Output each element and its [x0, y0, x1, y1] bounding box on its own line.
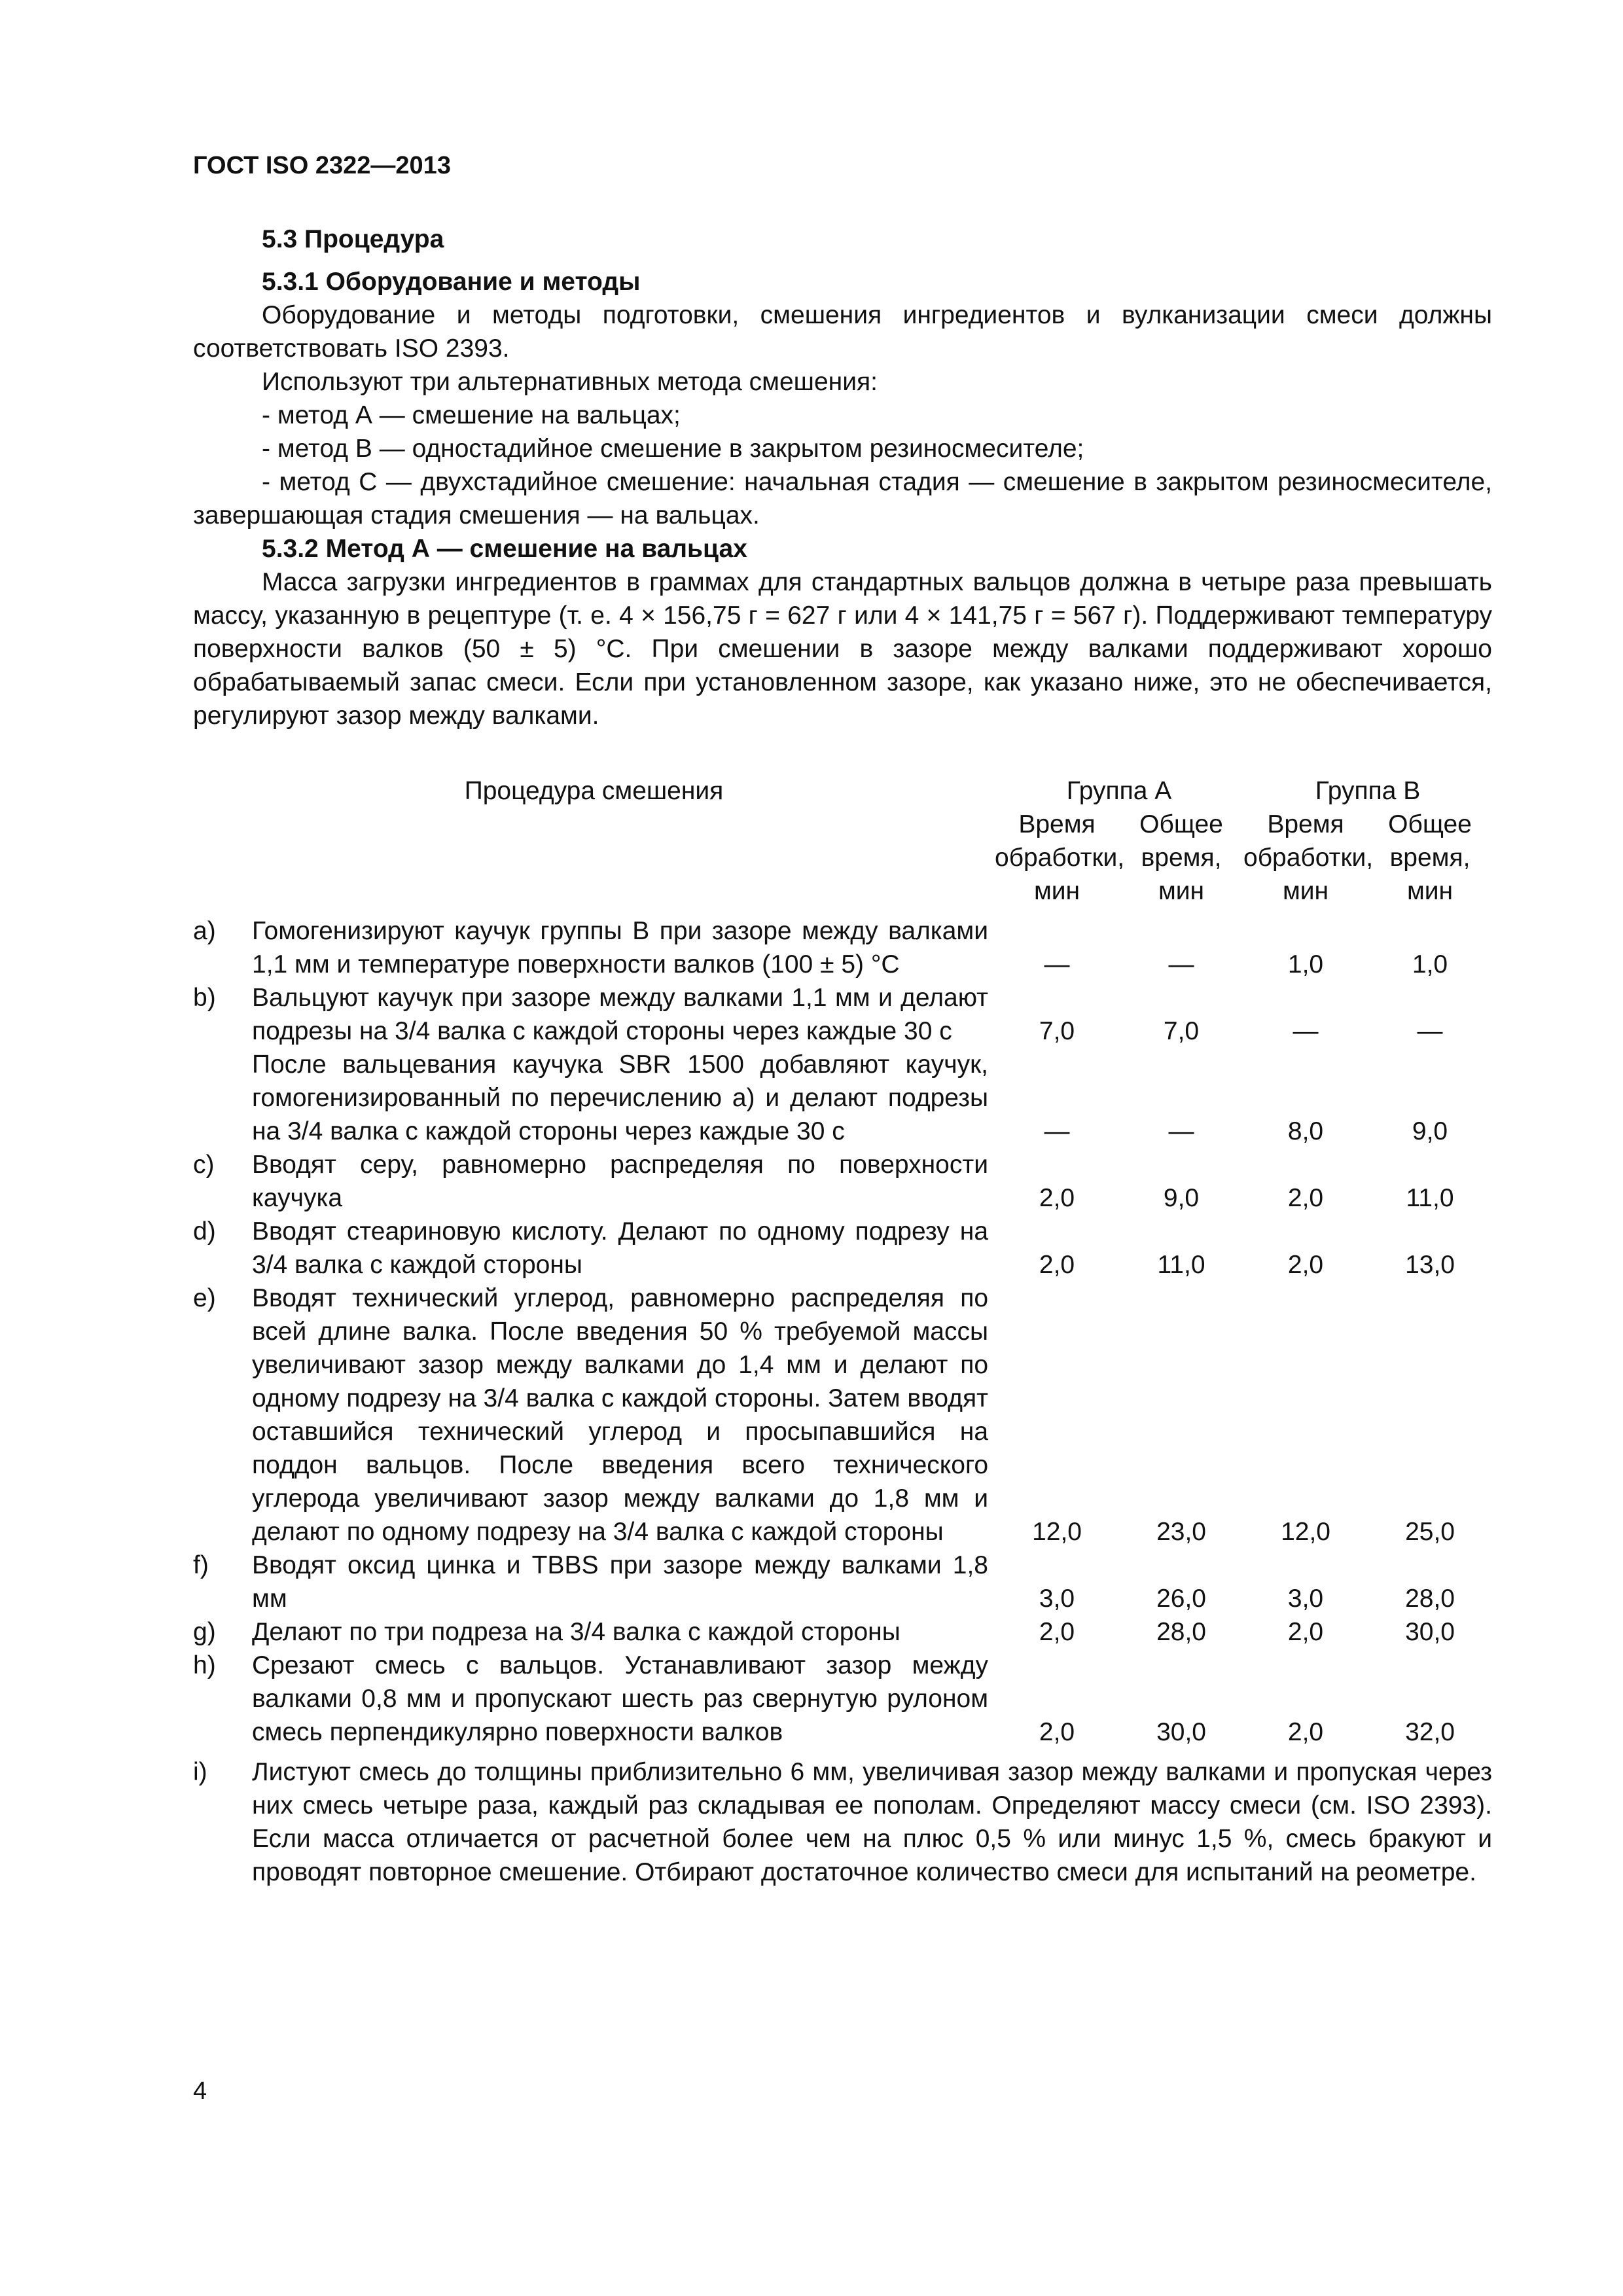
group-b-time-cell: 2,0: [1287, 1718, 1324, 1746]
document-code: ГОСТ ISO 2322—2013: [193, 152, 451, 179]
group-b-time-cell: 12,0: [1281, 1518, 1330, 1546]
group-b-time-cell: 2,0: [1287, 1184, 1324, 1212]
step-letter: d): [193, 1217, 216, 1246]
group-b-time-cell: —: [1293, 1017, 1319, 1045]
step-text: Вводят технический углерод, равномерно распределяя по всей длине валка. После введения 50 % требуемой массы увеличивают зазор между валками до 1,4 мм и делают по одному подрезу на 3/4 валка с каждой стороны. Затем вводят оставшийся технический углерод и просыпавшийся на поддон вальцов. После введения всего технического углерода увеличивают зазор между валками до 1,8 мм и делают по одному подрезу на 3/4 валка с каждой стороны: [252, 1284, 989, 1546]
step-text: Вводят стеариновую кислоту. Делают по одному подрезу на 3/4 валка с каждой стороны: [252, 1217, 989, 1279]
table-row: [193, 1048, 1492, 1148]
group-a-total-cell: —: [1168, 950, 1194, 978]
list-item: - метод С — двухстадийное смешение: начальная стадия — смешение в закрытом резиносмесителе, завершающая стадия смешения — на вальцах.: [193, 468, 1492, 529]
step-text: Вальцуют каучук при зазоре между валками 1,1 мм и делают подрезы на 3/4 валка с каждой стороны через каждые 30 с: [252, 984, 989, 1045]
group-a-time-cell: 7,0: [1039, 1017, 1075, 1045]
group-b-time-cell: 2,0: [1287, 1618, 1324, 1646]
group-a-time-cell: 2,0: [1039, 1618, 1075, 1646]
group-b-time-cell: 1,0: [1287, 950, 1324, 978]
final-step: [193, 1755, 1492, 1889]
group-b-time-cell: 2,0: [1287, 1251, 1324, 1279]
subheader-time: Время обработки, мин: [1243, 810, 1374, 905]
paragraph: Масса загрузки ингредиентов в граммах для стандартных вальцов должна в четыре раза превышать массу, указанную в рецептуре (т. е. 4 × 156,75 г = 627 г или 4 × 141,75 г = 567 г). Поддерживают температуру поверхности валков (50 ± 5) °С. При смешении в зазоре между валками поддерживают хорошо обрабатываемый запас смеси. Если при установленном зазоре, как указано ниже, это не обеспечивается, регулируют зазор между валками.: [193, 568, 1492, 730]
step-text: Вводят серу, равномерно распределяя по поверхности каучука: [252, 1151, 989, 1212]
step-letter: a): [193, 917, 216, 945]
group-a-total-cell: —: [1168, 1117, 1194, 1145]
group-a-total-cell: 26,0: [1156, 1585, 1206, 1613]
group-a-time-cell: —: [1044, 950, 1070, 978]
group-b-total-cell: 9,0: [1412, 1117, 1448, 1145]
subsection-1-title: 5.3.1 Оборудование и методы: [262, 268, 641, 296]
step-text: Делают по три подреза на 3/4 валка с каждой стороны: [252, 1618, 901, 1646]
step-letter: [193, 1048, 252, 1148]
step-letter: b): [193, 984, 216, 1012]
group-a-time-cell: —: [1044, 1117, 1070, 1145]
step-text: После вальцевания каучука SBR 1500 добавляют каучук, гомогенизированный по перечислению a) и делают подрезы на 3/4 валка с каждой стороны через каждые 30 с: [252, 1050, 989, 1145]
step-text: Гомогенизируют каучук группы В при зазоре между валками 1,1 мм и температуре поверхности валков (100 ± 5) °С: [252, 917, 989, 978]
group-b-total-cell: 32,0: [1405, 1718, 1455, 1746]
column-header-procedure: Процедура смешения: [464, 777, 724, 805]
step-letter: i): [193, 1758, 207, 1786]
table-row: [193, 1549, 1492, 1615]
table-row: [193, 1615, 1492, 1649]
group-a-total-cell: 30,0: [1156, 1718, 1206, 1746]
step-text: Вводят оксид цинка и TBBS при зазоре между валками 1,8 мм: [252, 1551, 989, 1613]
group-b-total-cell: 11,0: [1406, 1184, 1454, 1212]
mixing-procedure-table: [193, 774, 1492, 1749]
page-content: [193, 223, 1492, 1889]
paragraph: Оборудование и методы подготовки, смешения ингредиентов и вулканизации смеси должны соответствовать ISO 2393.: [193, 301, 1492, 363]
group-b-total-cell: 25,0: [1405, 1518, 1455, 1546]
paragraph: Используют три альтернативных метода смешения:: [262, 368, 878, 396]
group-a-total-cell: 23,0: [1156, 1518, 1206, 1546]
group-a-total-cell: 28,0: [1156, 1618, 1206, 1646]
step-letter: f): [193, 1551, 209, 1579]
group-a-total-cell: 9,0: [1163, 1184, 1200, 1212]
group-a-time-cell: 2,0: [1039, 1184, 1075, 1212]
step-letter: e): [193, 1284, 216, 1312]
subheader-total: Общее время, мин: [1139, 810, 1223, 905]
subsection-2-title: 5.3.2 Метод А — смешение на вальцах: [262, 535, 747, 563]
step-letter: g): [193, 1618, 216, 1646]
column-header-group-b: Группа В: [1315, 777, 1421, 805]
group-b-total-cell: —: [1417, 1017, 1443, 1045]
step-letter: h): [193, 1651, 216, 1679]
table-row: [193, 1649, 1492, 1749]
table-row: [193, 981, 1492, 1048]
subheader-total: Общее время, мин: [1388, 810, 1472, 905]
group-a-total-cell: 11,0: [1157, 1251, 1205, 1279]
subheader-time: Время обработки, мин: [995, 810, 1125, 905]
page-number: 4: [193, 2077, 207, 2105]
group-a-time-cell: 2,0: [1039, 1251, 1075, 1279]
list-item: - метод А — смешение на вальцах;: [262, 401, 681, 429]
table-row: [193, 914, 1492, 981]
column-header-group-a: Группа А: [1066, 777, 1172, 805]
table-body: [193, 914, 1492, 1749]
section-title: 5.3 Процедура: [262, 225, 444, 253]
table-row: [193, 1215, 1492, 1282]
group-b-total-cell: 28,0: [1405, 1585, 1455, 1613]
table-row: [193, 1148, 1492, 1215]
group-b-total-cell: 13,0: [1405, 1251, 1455, 1279]
list-item: - метод В — одностадийное смешение в закрытом резиносмесителе;: [262, 435, 1084, 463]
group-b-total-cell: 1,0: [1412, 950, 1448, 978]
step-text: Листуют смесь до толщины приблизительно 6 мм, увеличивая зазор между валками и пропуская через них смесь четыре раза, каждый раз складывая ее пополам. Определяют массу смеси (см. ISO 2393). Если масса отличается от расчетной более чем на плюс 0,5 % или минус 1,5 %, смесь бракуют и проводят повторное смешение. Отбирают достаточное количество смеси для испытаний на реометре.: [252, 1758, 1492, 1886]
group-b-time-cell: 8,0: [1287, 1117, 1324, 1145]
step-letter: c): [193, 1151, 215, 1179]
group-a-time-cell: 2,0: [1039, 1718, 1075, 1746]
group-b-total-cell: 30,0: [1405, 1618, 1455, 1646]
group-a-time-cell: 12,0: [1032, 1518, 1082, 1546]
step-text: Срезают смесь с вальцов. Устанавливают зазор между валками 0,8 мм и пропускают шесть раз свернутую рулоном смесь перпендикулярно поверхности валков: [252, 1651, 989, 1746]
table-row: [193, 1282, 1492, 1549]
group-b-time-cell: 3,0: [1287, 1585, 1324, 1613]
group-a-time-cell: 3,0: [1039, 1585, 1075, 1613]
group-a-total-cell: 7,0: [1163, 1017, 1200, 1045]
